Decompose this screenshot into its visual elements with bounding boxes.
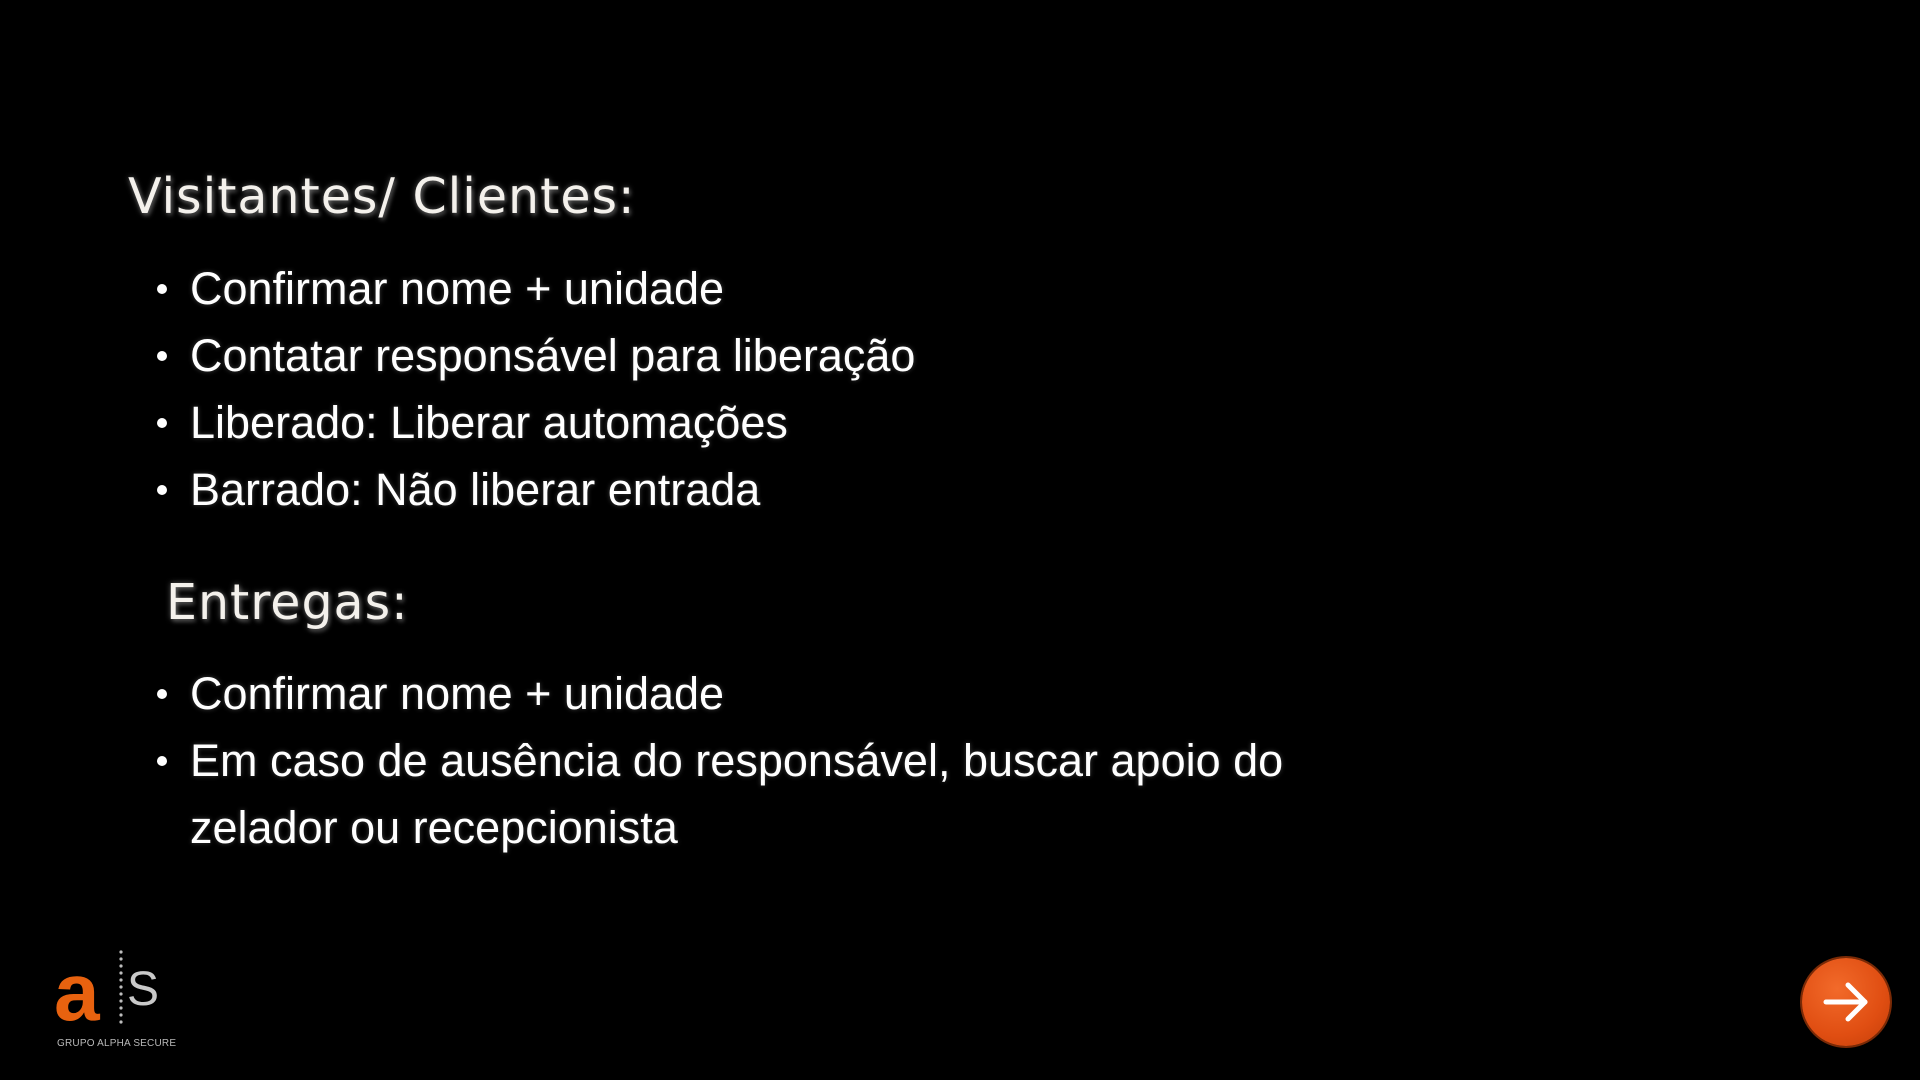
bullet-icon	[157, 284, 167, 294]
list-item	[155, 660, 1415, 727]
list-item-text: Contatar responsável para liberação	[190, 330, 916, 381]
list-item	[155, 389, 1415, 456]
list-item	[155, 456, 1415, 523]
list-item-text: Em caso de ausência do responsável, buscar apoio do zelador ou recepcionista	[190, 735, 1284, 853]
logo-letter-a: a	[54, 948, 100, 1028]
alpha-secure-logo-icon	[54, 948, 164, 1028]
list-item-text: Barrado: Não liberar entrada	[190, 464, 761, 515]
visitantes-bullet-list	[155, 255, 1415, 523]
heading-visitantes-clientes: Visitantes/ Clientes:	[128, 168, 636, 225]
bullet-icon	[157, 351, 167, 361]
next-slide-button[interactable]	[1802, 958, 1890, 1046]
heading-entregas: Entregas:	[166, 574, 409, 631]
company-logo	[54, 948, 177, 1053]
logo-caption: GRUPO ALPHA SECURE	[57, 1038, 177, 1049]
logo-letter-s: S	[127, 963, 160, 1016]
list-item-text: Liberado: Liberar automações	[190, 397, 788, 448]
logo-divider-dots	[119, 950, 122, 1023]
list-item	[155, 727, 1415, 861]
bullet-icon	[157, 756, 167, 766]
list-item-text: Confirmar nome + unidade	[190, 263, 725, 314]
bullet-icon	[157, 418, 167, 428]
arrow-right-icon	[1819, 975, 1873, 1029]
bullet-icon	[157, 689, 167, 699]
list-item-text: Confirmar nome + unidade	[190, 668, 725, 719]
list-item	[155, 322, 1415, 389]
entregas-bullet-list	[155, 660, 1415, 861]
list-item	[155, 255, 1415, 322]
bullet-icon	[157, 485, 167, 495]
